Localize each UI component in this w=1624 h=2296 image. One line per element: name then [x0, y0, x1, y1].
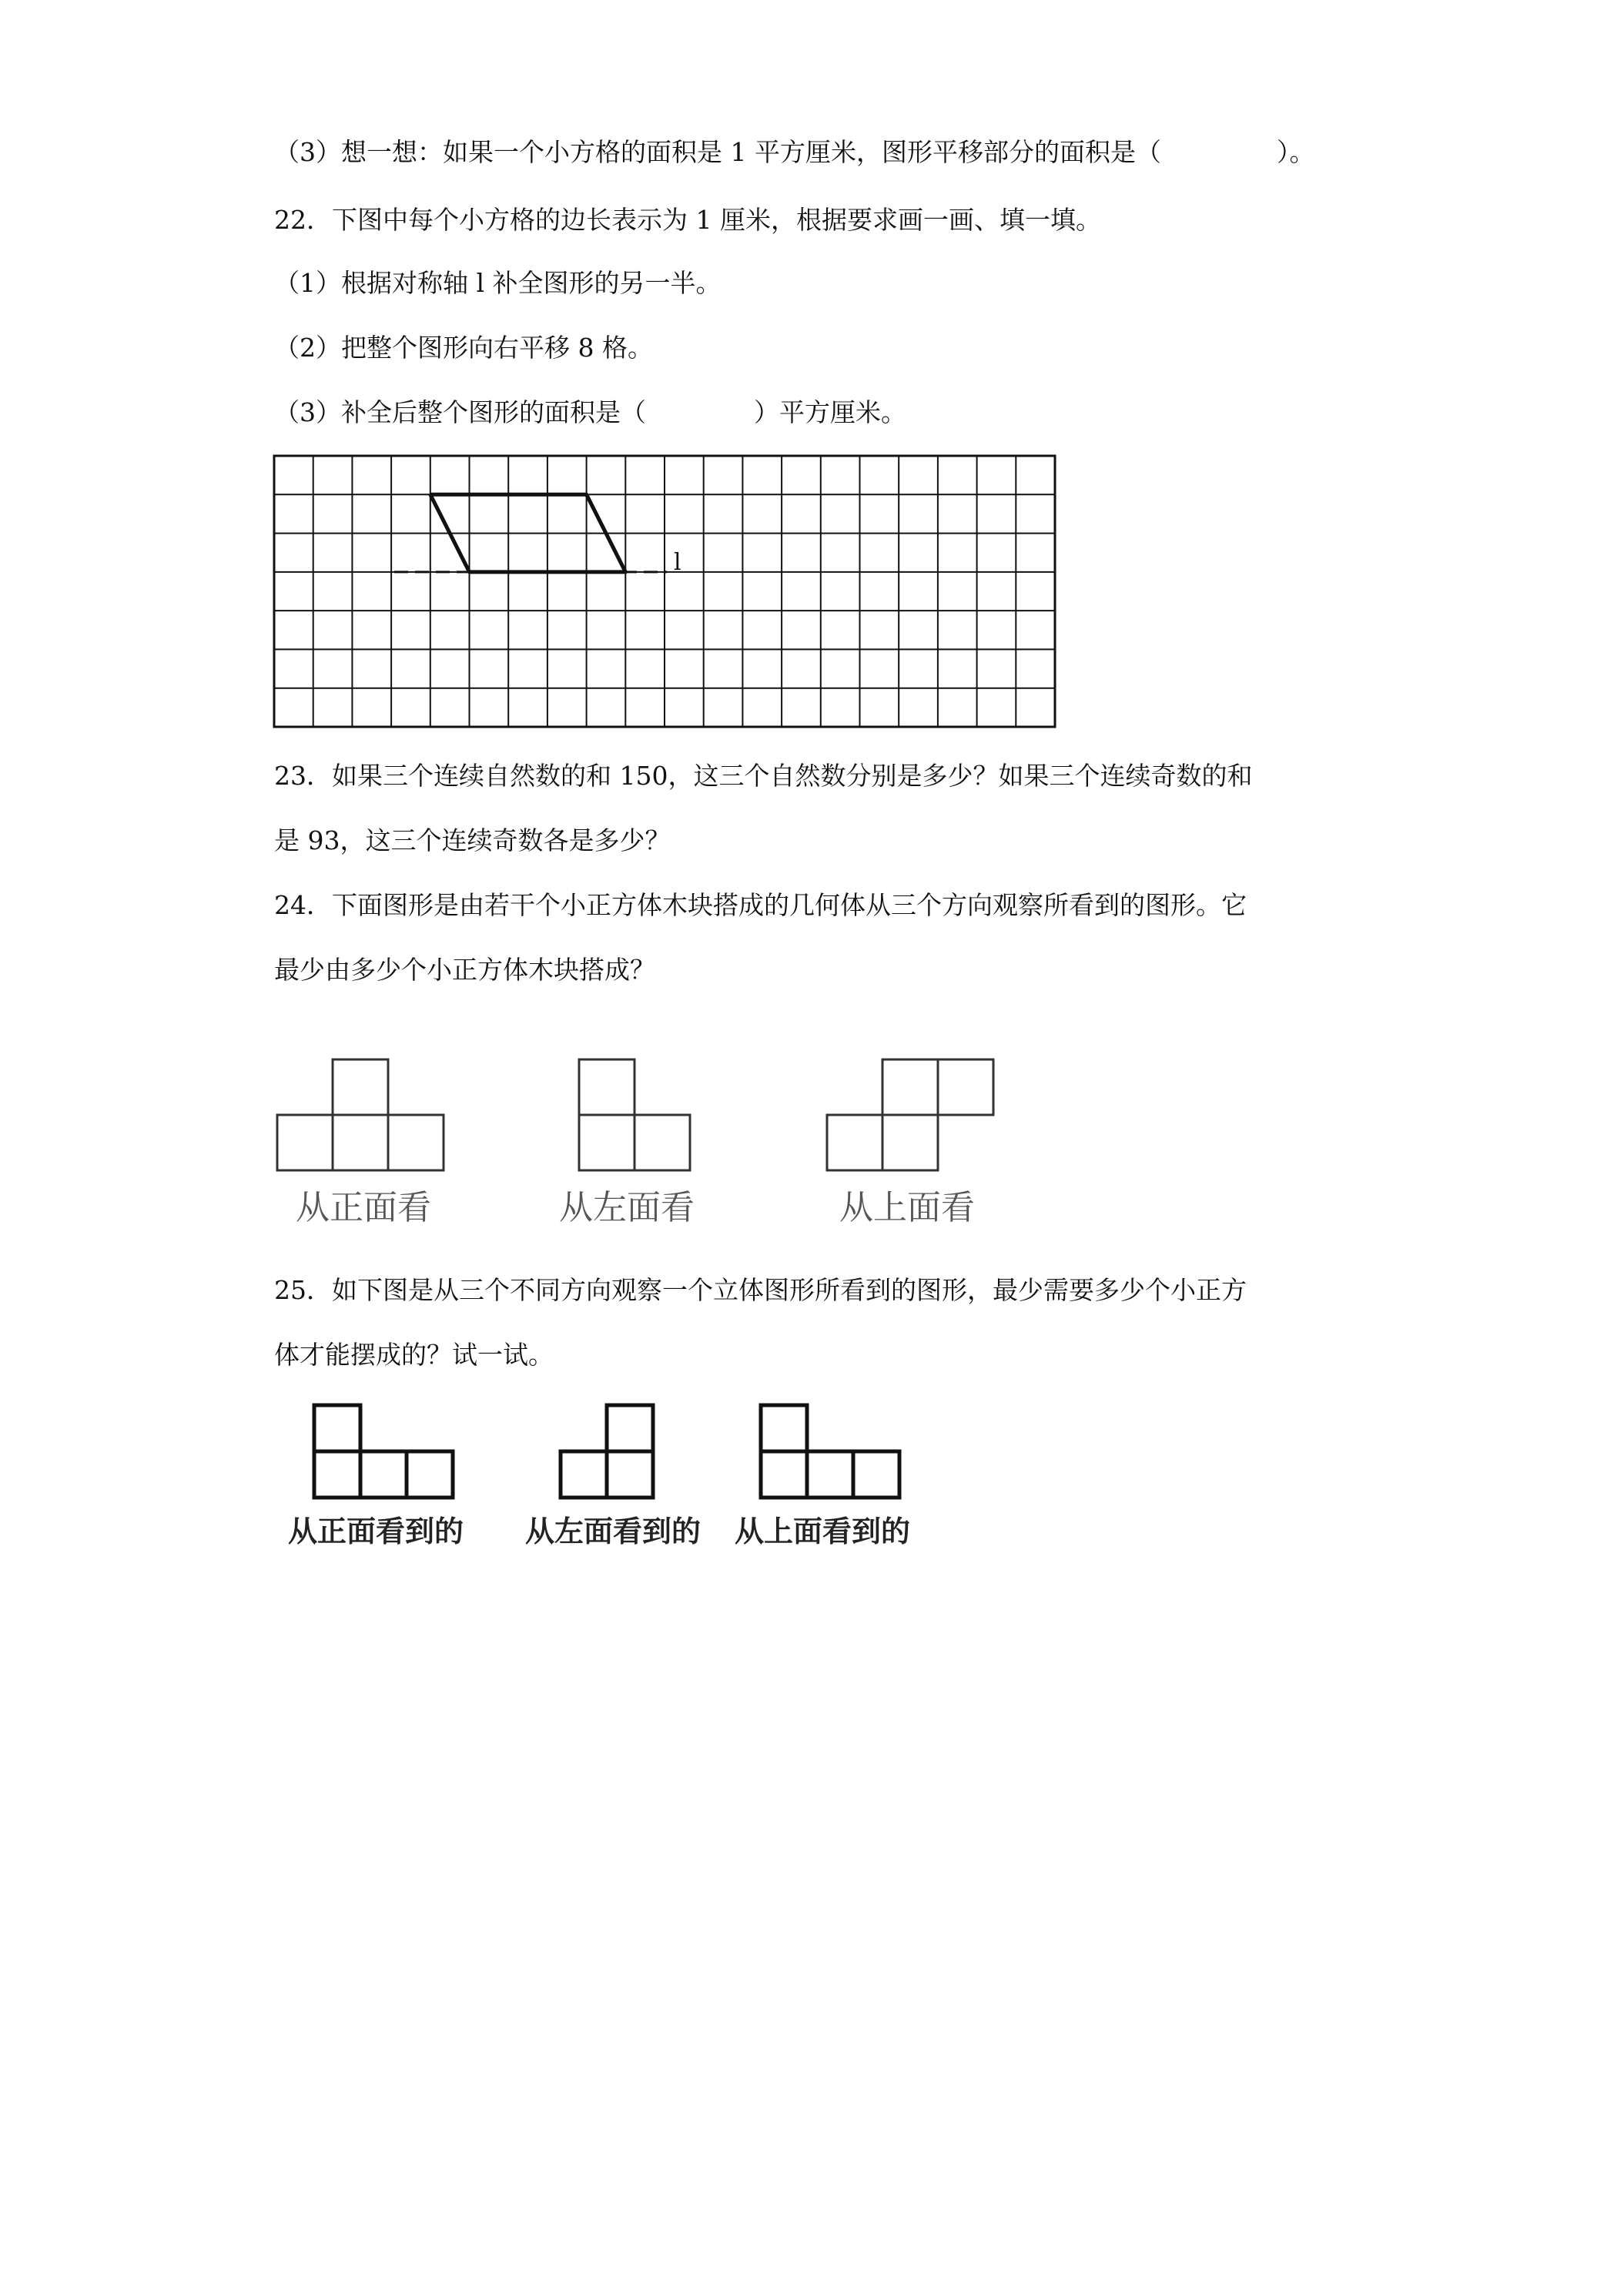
caption-top-view: 从上面看到的: [735, 1514, 911, 1548]
q22-part1: （1）根据对称轴 l 补全图形的另一半。: [274, 268, 722, 298]
caption-front-view: 从正面看到的: [288, 1514, 464, 1548]
q21-part3-end: ）。: [1276, 137, 1315, 167]
q22-grid-figure[interactable]: [273, 454, 1066, 731]
caption-left-view: 从左面看到的: [525, 1514, 702, 1548]
q22-part3: [274, 396, 906, 430]
q23-line2: 是 93，这三个连续奇数各是多少？: [274, 825, 671, 855]
q24-top-view: [825, 1055, 998, 1173]
q25-top-view: [758, 1401, 909, 1501]
caption-left-view: 从左面看: [559, 1188, 695, 1227]
q24-front-view: [276, 1056, 448, 1173]
q21-part3-text: （3）想一想：如果一个小方格的面积是 1 平方厘米，图形平移部分的面积是（: [274, 137, 1161, 167]
q25-front-view: [311, 1401, 462, 1501]
q23-line1: 23．如果三个连续自然数的和 150，这三个自然数分别是多少？如果三个连续奇数的和: [274, 761, 1253, 791]
q25-left-view: [558, 1401, 662, 1501]
q21-part3: [274, 136, 1314, 169]
axis-label: l: [674, 549, 681, 576]
caption-front-view: 从正面看: [296, 1188, 431, 1227]
q22-part3-text: （3）补全后整个图形的面积是（: [274, 397, 646, 427]
caption-top-view: 从上面看: [839, 1188, 975, 1227]
q24-line2: 最少由多少个小正方体木块搭成？: [274, 955, 655, 985]
q25-line1: 25．如下图是从三个不同方向观察一个立体图形所看到的图形，最少需要多少个小正方: [274, 1275, 1247, 1305]
q24-left-view: [578, 1056, 695, 1173]
q24-line1: 24．下面图形是由若干个小正方体木块搭成的几何体从三个方向观察所看到的图形。它: [274, 890, 1247, 920]
grid-lines: [274, 456, 1055, 727]
q22-part3-end: ）平方厘米。: [754, 397, 906, 427]
q22-part2: （2）把整个图形向右平移 8 格。: [274, 333, 653, 363]
q22-stem: 22．下图中每个小方格的边长表示为 1 厘米，根据要求画一画、填一填。: [274, 205, 1101, 235]
q25-line2: 体才能摆成的？试一试。: [274, 1340, 554, 1370]
